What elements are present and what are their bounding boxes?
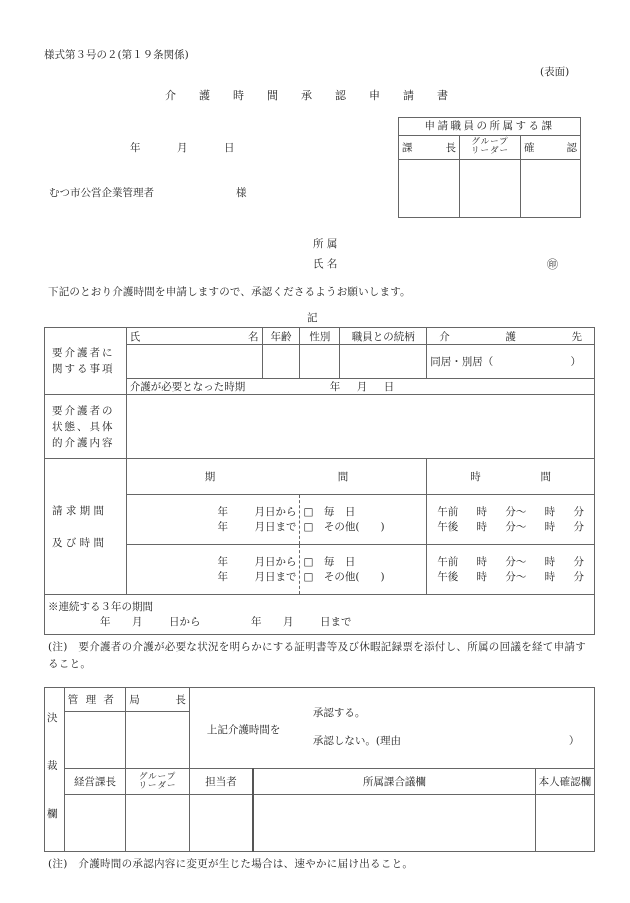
every-day-checkbox[interactable]: □ 毎 日 <box>303 505 356 518</box>
note-attachments: (注) 要介護者の介護が必要な状況を明らかにする証明書等及び休暇記録票を添付し、所属の回議を経て申請すること。 <box>48 641 586 670</box>
three-year-label: ※連続する３年の期間 <box>48 600 153 613</box>
col-name-header: 氏 名 <box>126 328 262 345</box>
approval-decision[interactable] <box>189 688 594 769</box>
decision-table <box>44 687 595 852</box>
care-need-since-field[interactable]: 介護が必要となった時期 年 月 日 <box>126 379 594 395</box>
dept-consult-field[interactable] <box>253 795 535 852</box>
group-leader-header: グループ リーダー <box>126 769 190 795</box>
label: 確 <box>524 141 535 154</box>
mgmt-chief-header: 経営課長 <box>64 769 125 795</box>
period-header: 期 間 <box>126 459 426 495</box>
recipient-relation-field[interactable] <box>340 345 427 379</box>
time-range[interactable]: 午前 時 分～ 時 分 午後 時 分～ 時 分 <box>427 545 595 595</box>
page-title <box>165 87 471 103</box>
month-label: 月 <box>177 142 188 154</box>
stamp-col-section-chief[interactable] <box>399 135 460 217</box>
note-changes: (注) 介護時間の承認内容に変更が生じた場合は、速やかに届け出ること。 <box>48 858 414 870</box>
self-confirm-field[interactable] <box>535 795 594 852</box>
approve-option[interactable]: 承認する。 <box>312 707 366 719</box>
ki-label: 記 <box>307 312 318 324</box>
director-header: 局 長 <box>126 688 190 712</box>
title-char: 請 <box>403 89 414 102</box>
period-row <box>45 495 595 545</box>
seal-icon: ㊞ <box>547 258 558 271</box>
time-header: 時 間 <box>427 459 595 495</box>
title-char: 介 <box>165 89 176 102</box>
period-row <box>45 545 595 595</box>
title-char: 時 <box>233 89 244 102</box>
period-dates[interactable]: 年 月日から 年 月日まで <box>126 545 300 595</box>
every-day-checkbox[interactable]: □ 毎 日 <box>303 555 356 568</box>
label: 認 <box>566 141 577 154</box>
title-char: 間 <box>267 89 278 102</box>
col-sex-header: 性別 <box>300 328 340 345</box>
application-table <box>44 327 595 635</box>
application-date[interactable] <box>130 140 235 155</box>
label: 課 <box>402 141 413 154</box>
col-care-location-header: 介 護 先 <box>427 328 595 345</box>
addressee: むつ市公営企業管理者 <box>49 187 154 199</box>
reject-close: ） <box>568 735 580 747</box>
title-char: 護 <box>199 89 210 102</box>
approval-lead-text: 上記介護時間を <box>206 724 281 736</box>
title-char: 書 <box>437 89 448 102</box>
label: グループ <box>471 137 509 147</box>
stamp-col-group-leader[interactable] <box>460 135 521 217</box>
recipient-sex-field[interactable] <box>300 345 340 379</box>
time-range[interactable]: 午前 時 分～ 時 分 午後 時 分～ 時 分 <box>427 495 595 545</box>
label: 長 <box>445 141 456 154</box>
staff-header: 担当者 <box>189 769 253 795</box>
form-id: 様式第３号の２(第１９条関係) <box>44 49 189 61</box>
three-year-period[interactable]: ※連続する３年の期間 年 月 日から 年 月 日まで <box>45 595 595 635</box>
decision-side-label: 決 裁 欄 <box>45 688 65 852</box>
honorific: 様 <box>236 187 247 199</box>
director-stamp-field[interactable] <box>126 712 190 769</box>
condition-field[interactable] <box>126 395 594 459</box>
title-char: 認 <box>335 89 346 102</box>
reject-option[interactable]: 承認しない。(理由 <box>312 735 401 747</box>
care-recipient-section-label: 要介護者に 関する事項 <box>45 328 127 395</box>
title-char: 申 <box>369 89 380 102</box>
manager-header: 管 理 者 <box>64 688 125 712</box>
day-label: 日 <box>224 142 235 154</box>
group-leader-stamp-field[interactable] <box>126 795 190 852</box>
applicant-dept-label: 所 属 <box>313 238 338 250</box>
self-confirm-header: 本人確認欄 <box>535 769 594 795</box>
other-checkbox[interactable]: □ その他( ) <box>303 520 385 533</box>
manager-stamp-field[interactable] <box>64 712 125 769</box>
stamp-col-confirm[interactable] <box>521 135 580 217</box>
recipient-age-field[interactable] <box>262 345 300 379</box>
title-char: 承 <box>301 89 312 102</box>
col-relation-header: 職員との続柄 <box>340 328 427 345</box>
period-dates[interactable]: 年 月日から 年 月日まで <box>126 495 300 545</box>
request-text: 下記のとおり介護時間を申請しますので、承認くださるようお願いします。 <box>48 286 411 298</box>
period-section-label: 請 求 期 間 及 び 時 間 <box>45 459 127 595</box>
label: リーダー <box>470 146 509 156</box>
col-age-header: 年齢 <box>262 328 300 345</box>
recipient-name-field[interactable] <box>126 345 262 379</box>
stamp-box-title: 申請職員の所属する課 <box>399 118 580 136</box>
dept-consult-header: 所属課合議欄 <box>253 769 535 795</box>
applicant-dept-stamp-box <box>398 117 581 218</box>
other-checkbox[interactable]: □ その他( ) <box>303 570 385 583</box>
condition-section-label: 要介護者の 状態、具体 的介護内容 <box>45 395 127 459</box>
staff-stamp-field[interactable] <box>189 795 253 852</box>
year-label: 年 <box>130 142 141 154</box>
frequency-options[interactable] <box>300 545 427 595</box>
frequency-options[interactable] <box>300 495 427 545</box>
mgmt-chief-stamp-field[interactable] <box>64 795 125 852</box>
applicant-name-label: 氏 名 <box>313 258 338 270</box>
side-label: (表面) <box>540 66 570 78</box>
residence-field[interactable]: 同居・別居（ ） <box>427 345 595 379</box>
